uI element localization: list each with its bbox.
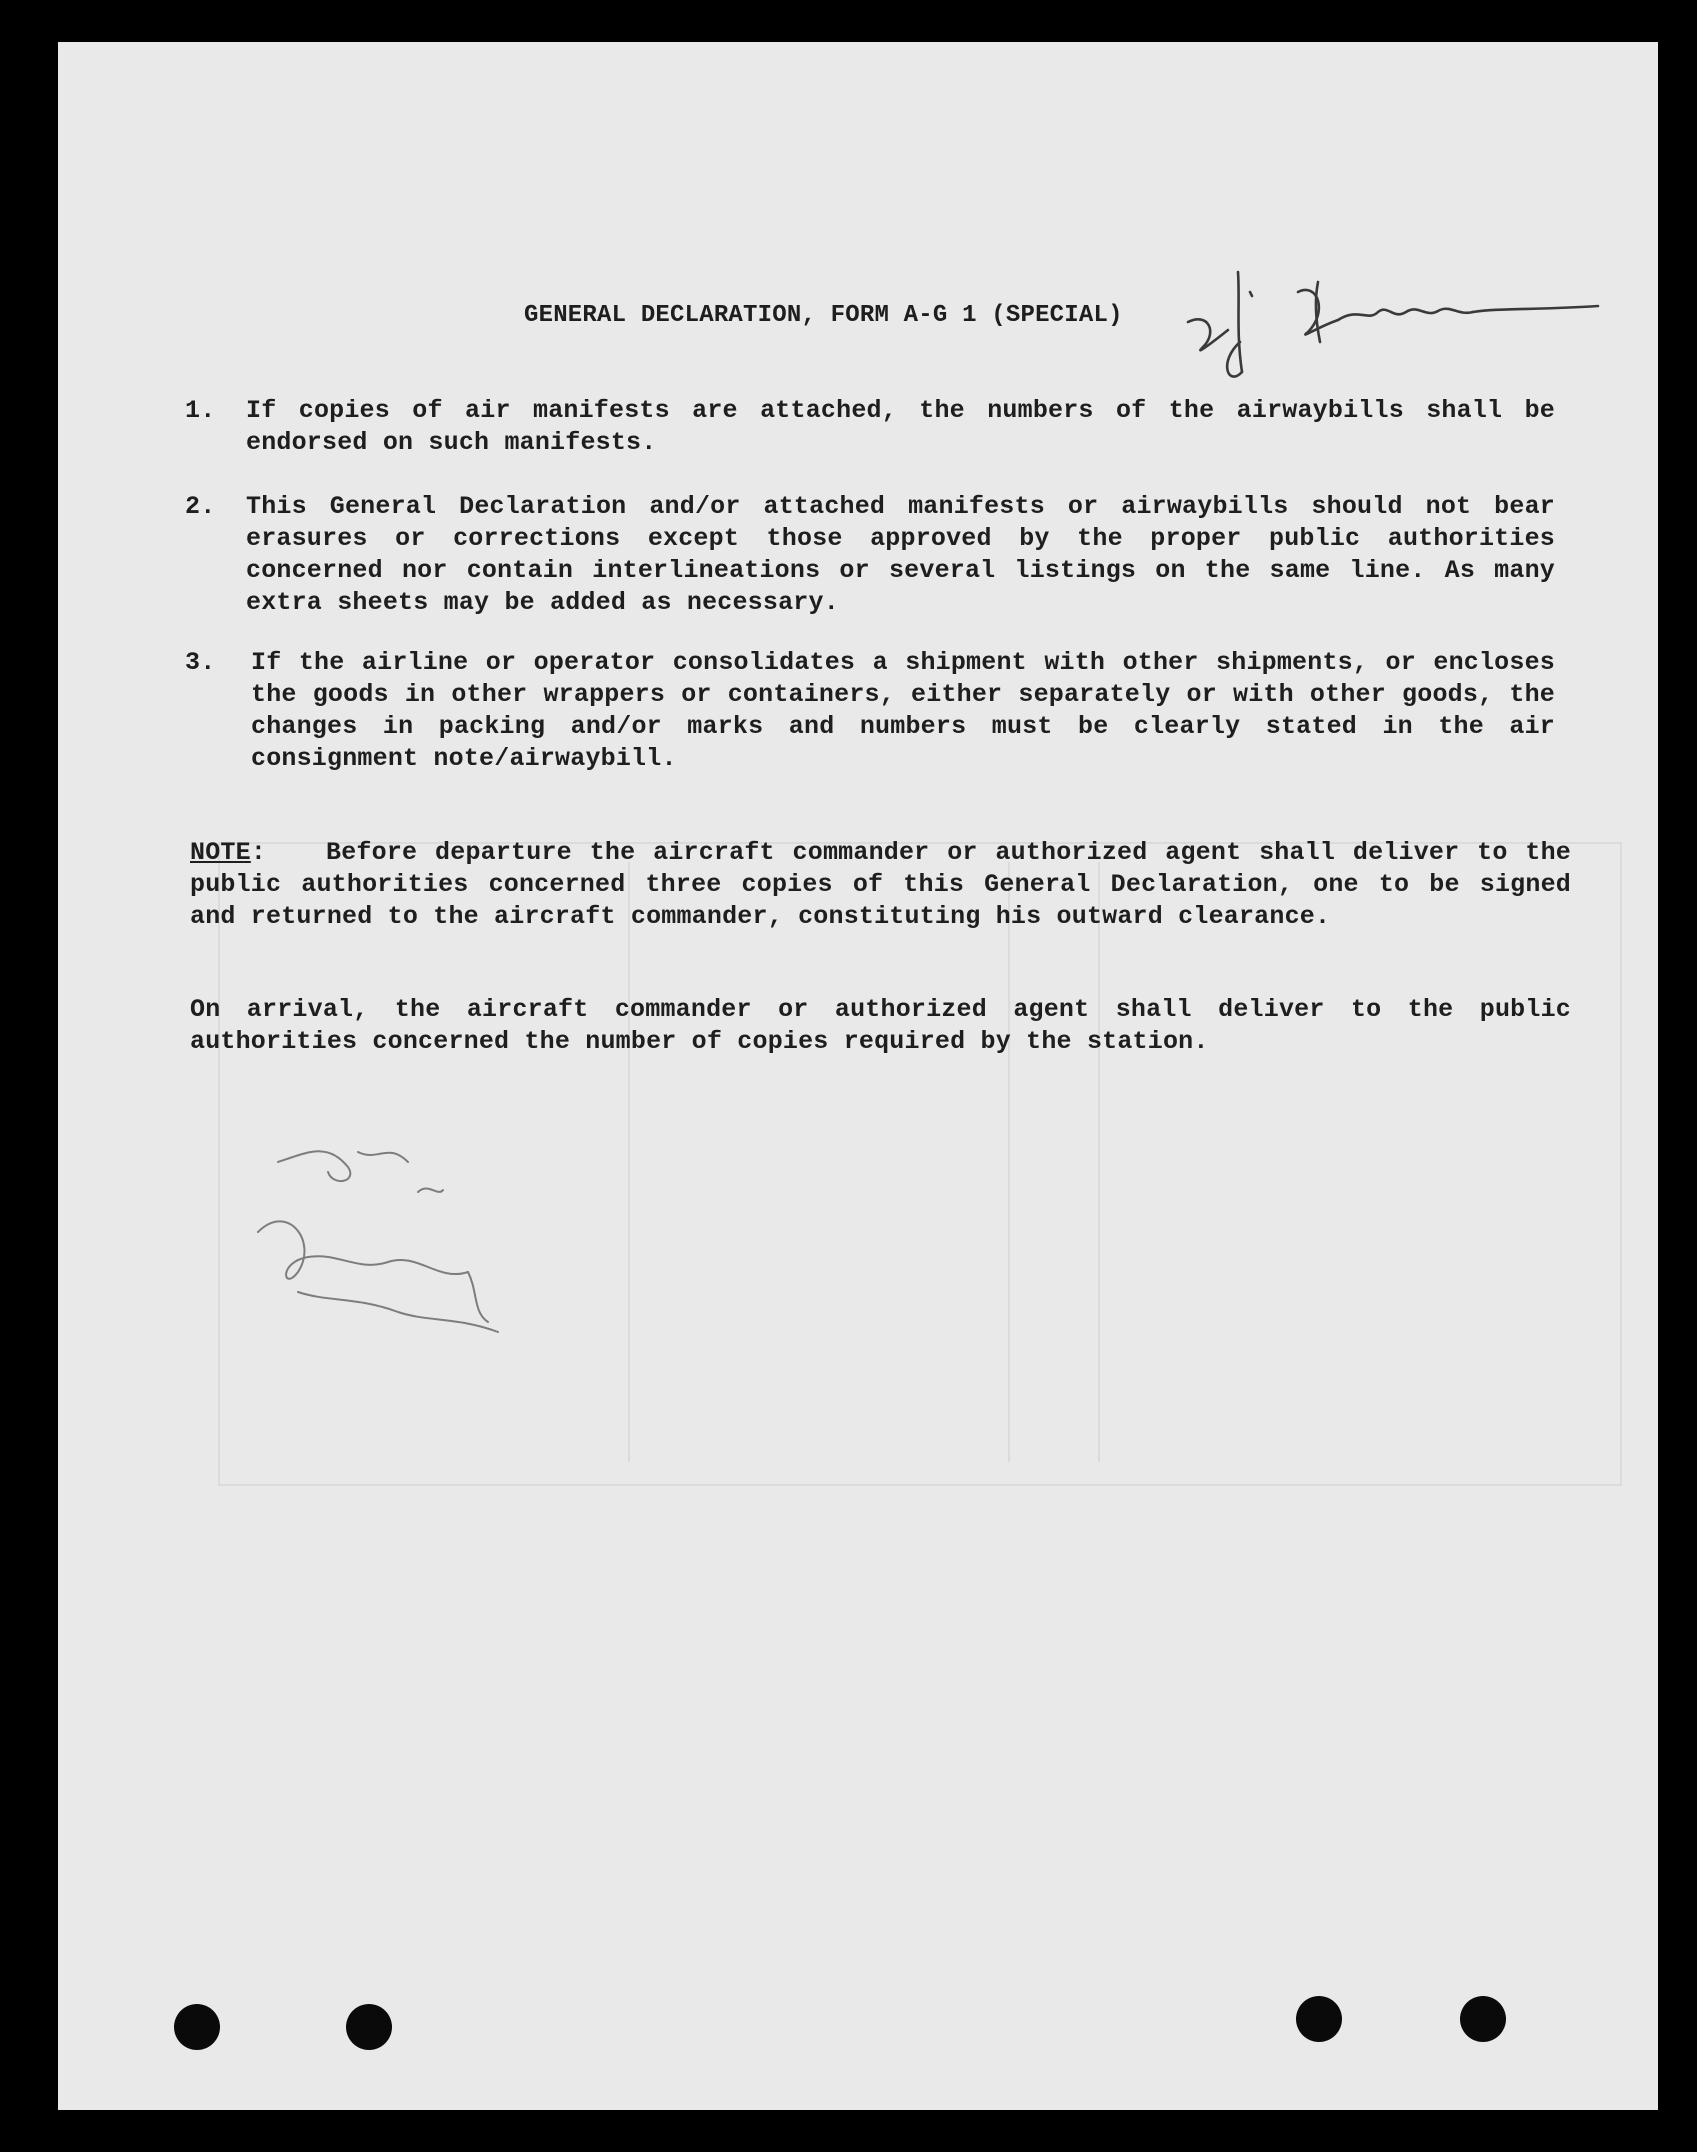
punch-hole bbox=[174, 2004, 220, 2050]
handwritten-signature-top bbox=[1168, 212, 1638, 422]
show-through-rule bbox=[628, 862, 630, 1462]
list-item bbox=[185, 491, 1555, 619]
item-number: 2. bbox=[185, 492, 216, 521]
punch-hole bbox=[1296, 1996, 1342, 2042]
arrival-paragraph: On arrival, the aircraft commander or authorized agent shall deliver to the public authorities concerned the number of copies required by the station. bbox=[190, 995, 1571, 1056]
list-item bbox=[185, 395, 1555, 459]
item-text: This General Declaration and/or attached manifests or airwaybills should not bear erasures or corrections except those approved by the proper public authorities concerned nor contain interlineations or several listings on the same line. As many extra sheets may be added as necessary. bbox=[246, 492, 1555, 617]
item-text: If the airline or operator consolidates a shipment with other shipments, or encloses the goods in other wrappers or containers, either separately or with other goods, the changes in packing and/or marks and numbers must be clearly stated in the air consignment note/airwaybill. bbox=[251, 648, 1555, 773]
list-item bbox=[185, 647, 1555, 775]
show-through-table bbox=[218, 842, 1622, 1486]
item-number: 1. bbox=[185, 396, 216, 425]
item-text: If copies of air manifests are attached, the numbers of the airwaybills shall be endorsed on such manifests. bbox=[246, 396, 1555, 457]
punch-hole bbox=[346, 2004, 392, 2050]
note-separator: : bbox=[250, 838, 267, 867]
show-through-rule bbox=[1098, 862, 1100, 1462]
note-label: NOTE bbox=[190, 838, 251, 867]
item-number: 3. bbox=[185, 648, 216, 677]
note-paragraph bbox=[190, 837, 1571, 933]
document-title: GENERAL DECLARATION, FORM A-G 1 (SPECIAL) bbox=[524, 302, 1123, 329]
note-text: Before departure the aircraft commander or authorized agent shall deliver to the public authorities concerned three copies of this General Declaration, one to be signed and returned to the aircraft commander, constituting his outward clearance. bbox=[190, 838, 1571, 931]
document-page bbox=[58, 42, 1658, 2110]
show-through-rule bbox=[1008, 862, 1010, 1462]
punch-hole bbox=[1460, 1996, 1506, 2042]
